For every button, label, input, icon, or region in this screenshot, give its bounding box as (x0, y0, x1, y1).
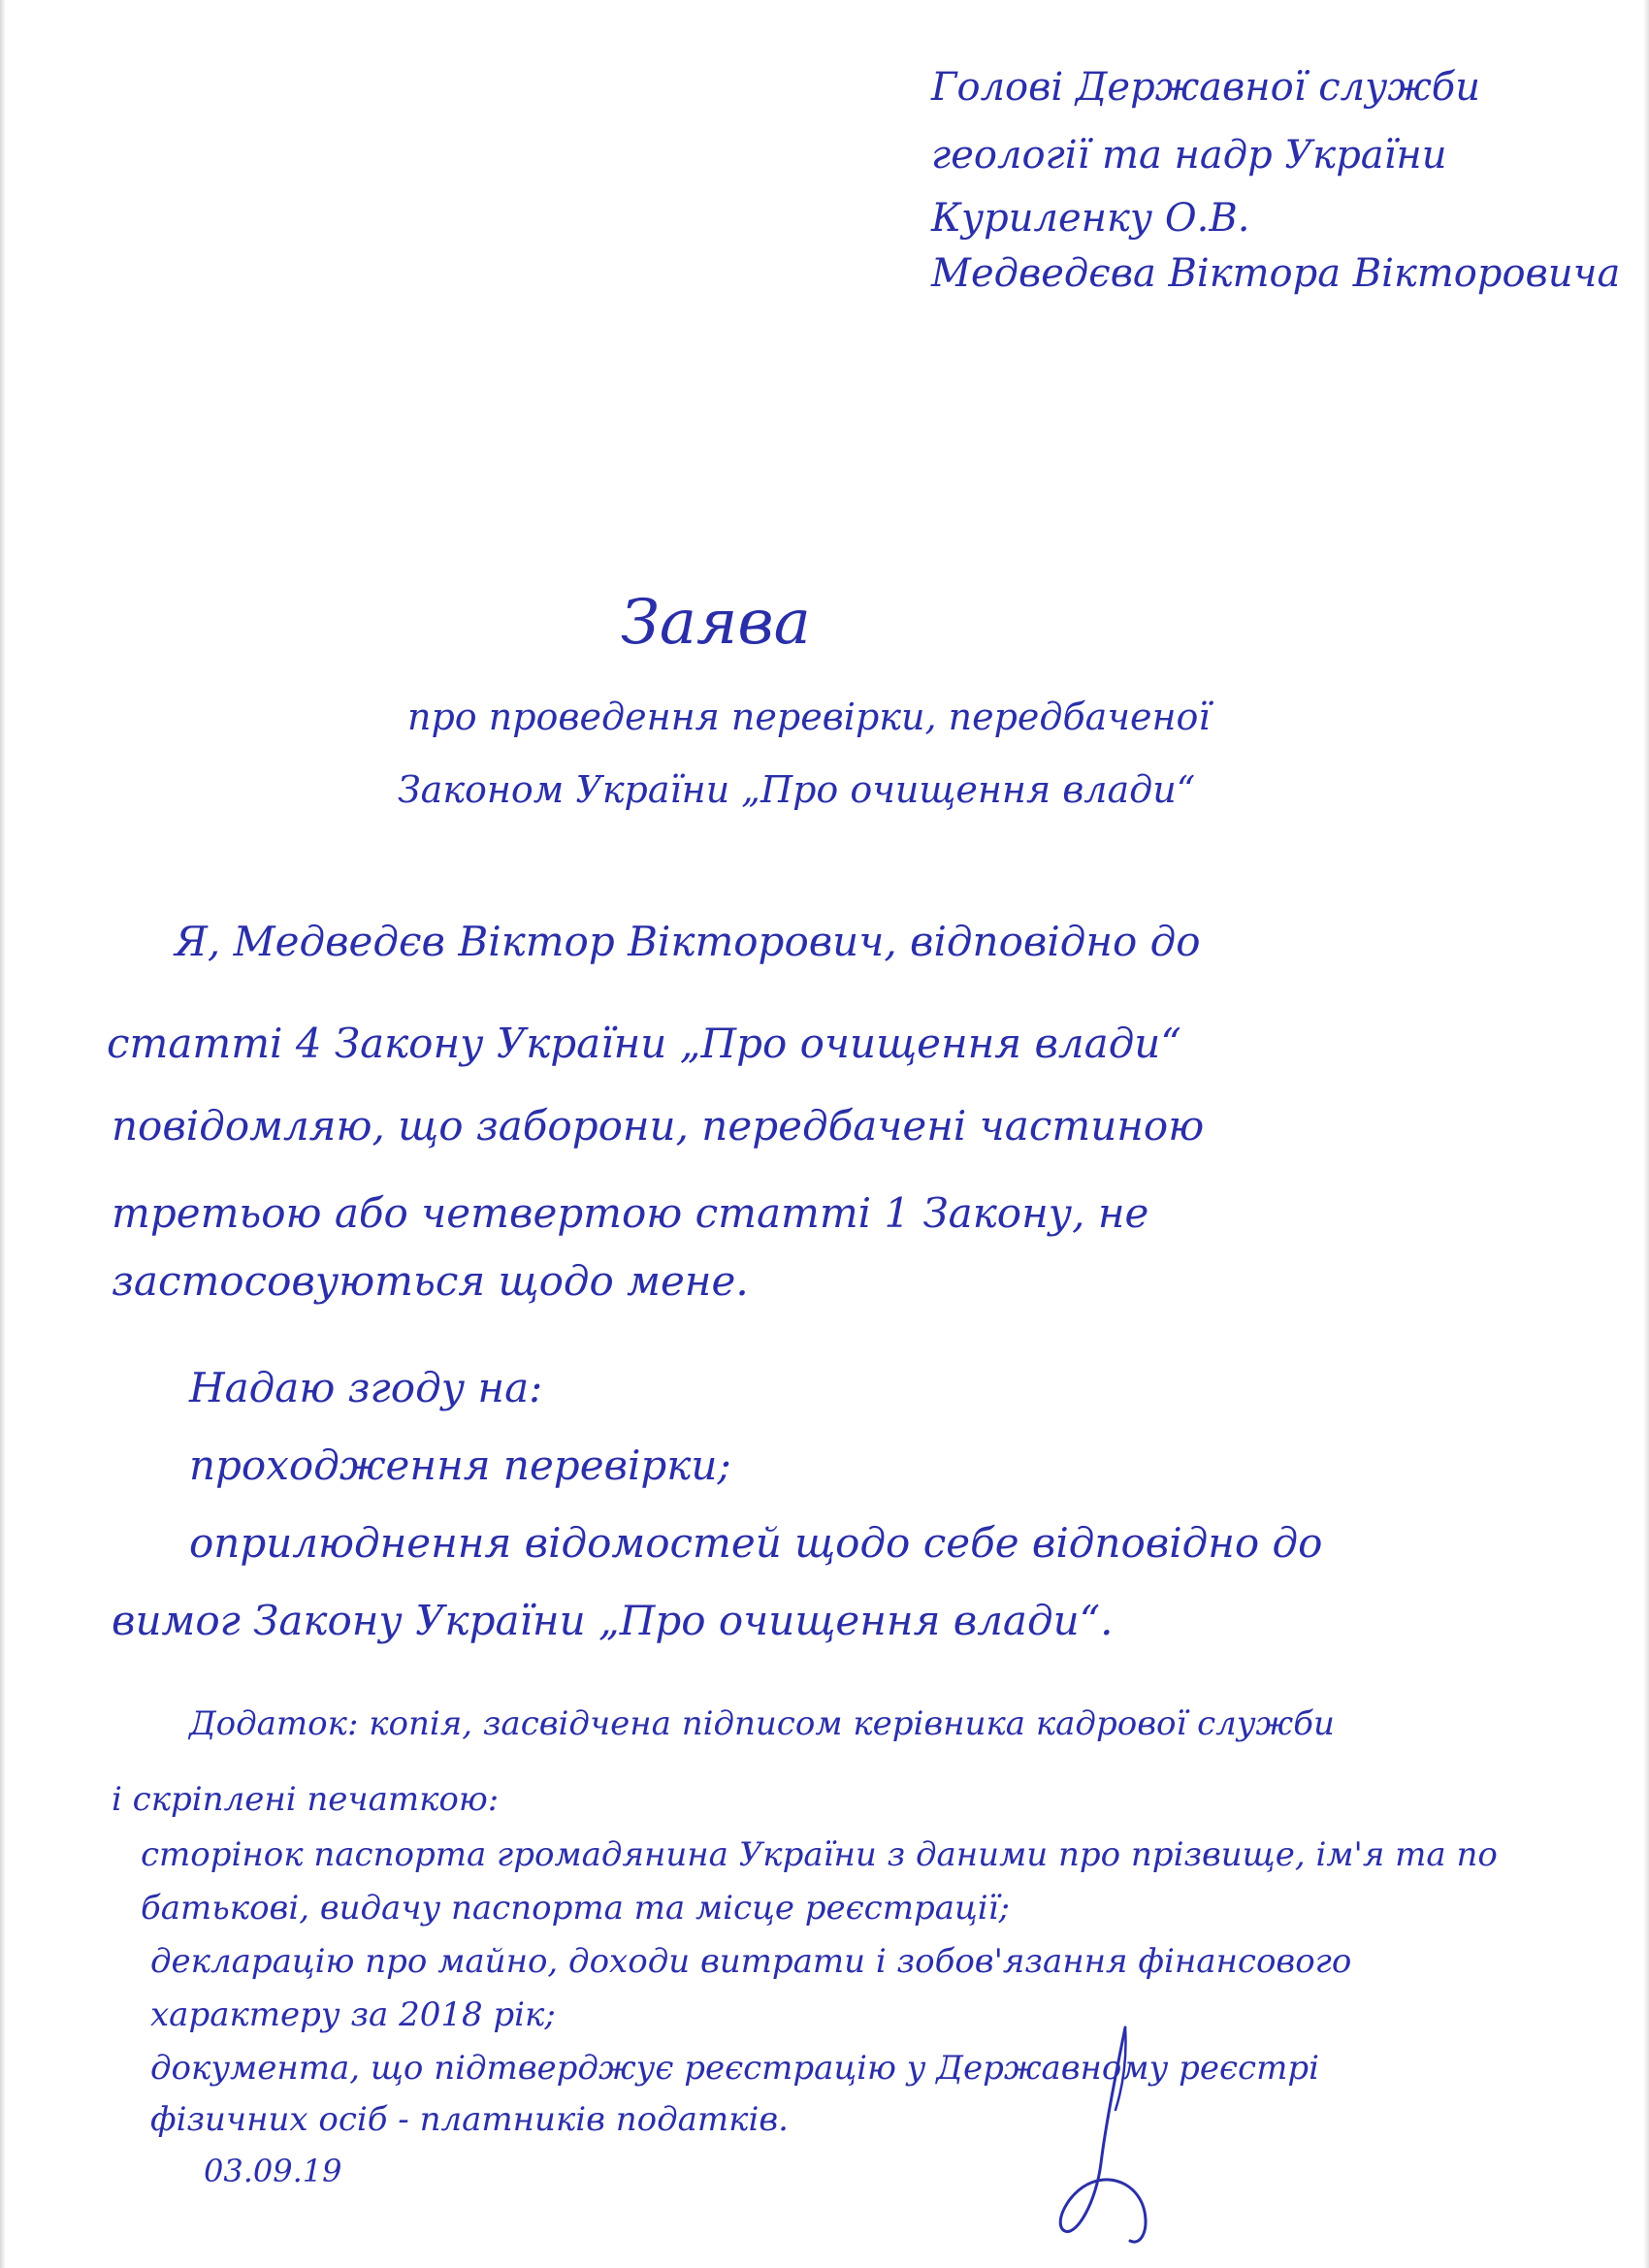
body-line-4: третьою або четвертою статті 1 Закону, не (112, 1189, 1149, 1237)
annex-line-8: фізичних осіб - платників податків. (150, 2100, 789, 2139)
scan-edge-left (0, 0, 6, 2268)
scan-edge-right (1643, 0, 1649, 2268)
consent-line-4: вимог Закону України „Про очищення влади“. (112, 1597, 1114, 1644)
consent-line-2: проходження перевірки; (189, 1442, 731, 1489)
annex-line-6: характеру за 2018 рік; (150, 1995, 556, 2034)
subtitle-line-1: про проведення перевірки, передбаченої (407, 696, 1211, 738)
annex-line-2: і скріплені печаткою: (112, 1780, 500, 1819)
addressee-line-4: Медведєва Віктора Вікторовича (931, 251, 1621, 296)
document-date: 03.09.19 (204, 2153, 342, 2189)
annex-line-7: документа, що підтверджує реєстрацію у Державному реєстрі (150, 2049, 1319, 2088)
body-line-5: застосовуються щодо мене. (112, 1257, 749, 1305)
subtitle-line-2: Законом України „Про очищення влади“ (398, 768, 1196, 811)
document-title: Заява (621, 587, 811, 659)
body-line-1: Я, Медведєв Віктор Вікторович, відповідно до (175, 918, 1201, 965)
addressee-line-3: Куриленку О.В. (931, 196, 1250, 241)
annex-line-1: Додаток: копія, засвідчена підписом керівника кадрової служби (189, 1704, 1335, 1743)
addressee-line-1: Головi Державної служби (931, 65, 1480, 110)
handwritten-signature (1048, 2018, 1183, 2251)
annex-line-4: батькові, видачу паспорта та місце реєстрації; (141, 1889, 1010, 1928)
addressee-line-2: геології та надр України (931, 133, 1447, 178)
body-line-2: статті 4 Закону України „Про очищення влади“ (107, 1020, 1181, 1067)
annex-line-3: сторінок паспорта громадянина України з даними про прізвище, ім'я та по (141, 1835, 1498, 1874)
consent-line-1: Надаю згоду на: (189, 1364, 543, 1411)
consent-line-3: оприлюднення відомостей щодо себе відповідно до (189, 1519, 1323, 1567)
annex-line-5: декларацію про майно, доходи витрати і зобов'язання фінансового (150, 1942, 1352, 1981)
body-line-3: повідомляю, що заборони, передбачені частиною (112, 1102, 1205, 1150)
